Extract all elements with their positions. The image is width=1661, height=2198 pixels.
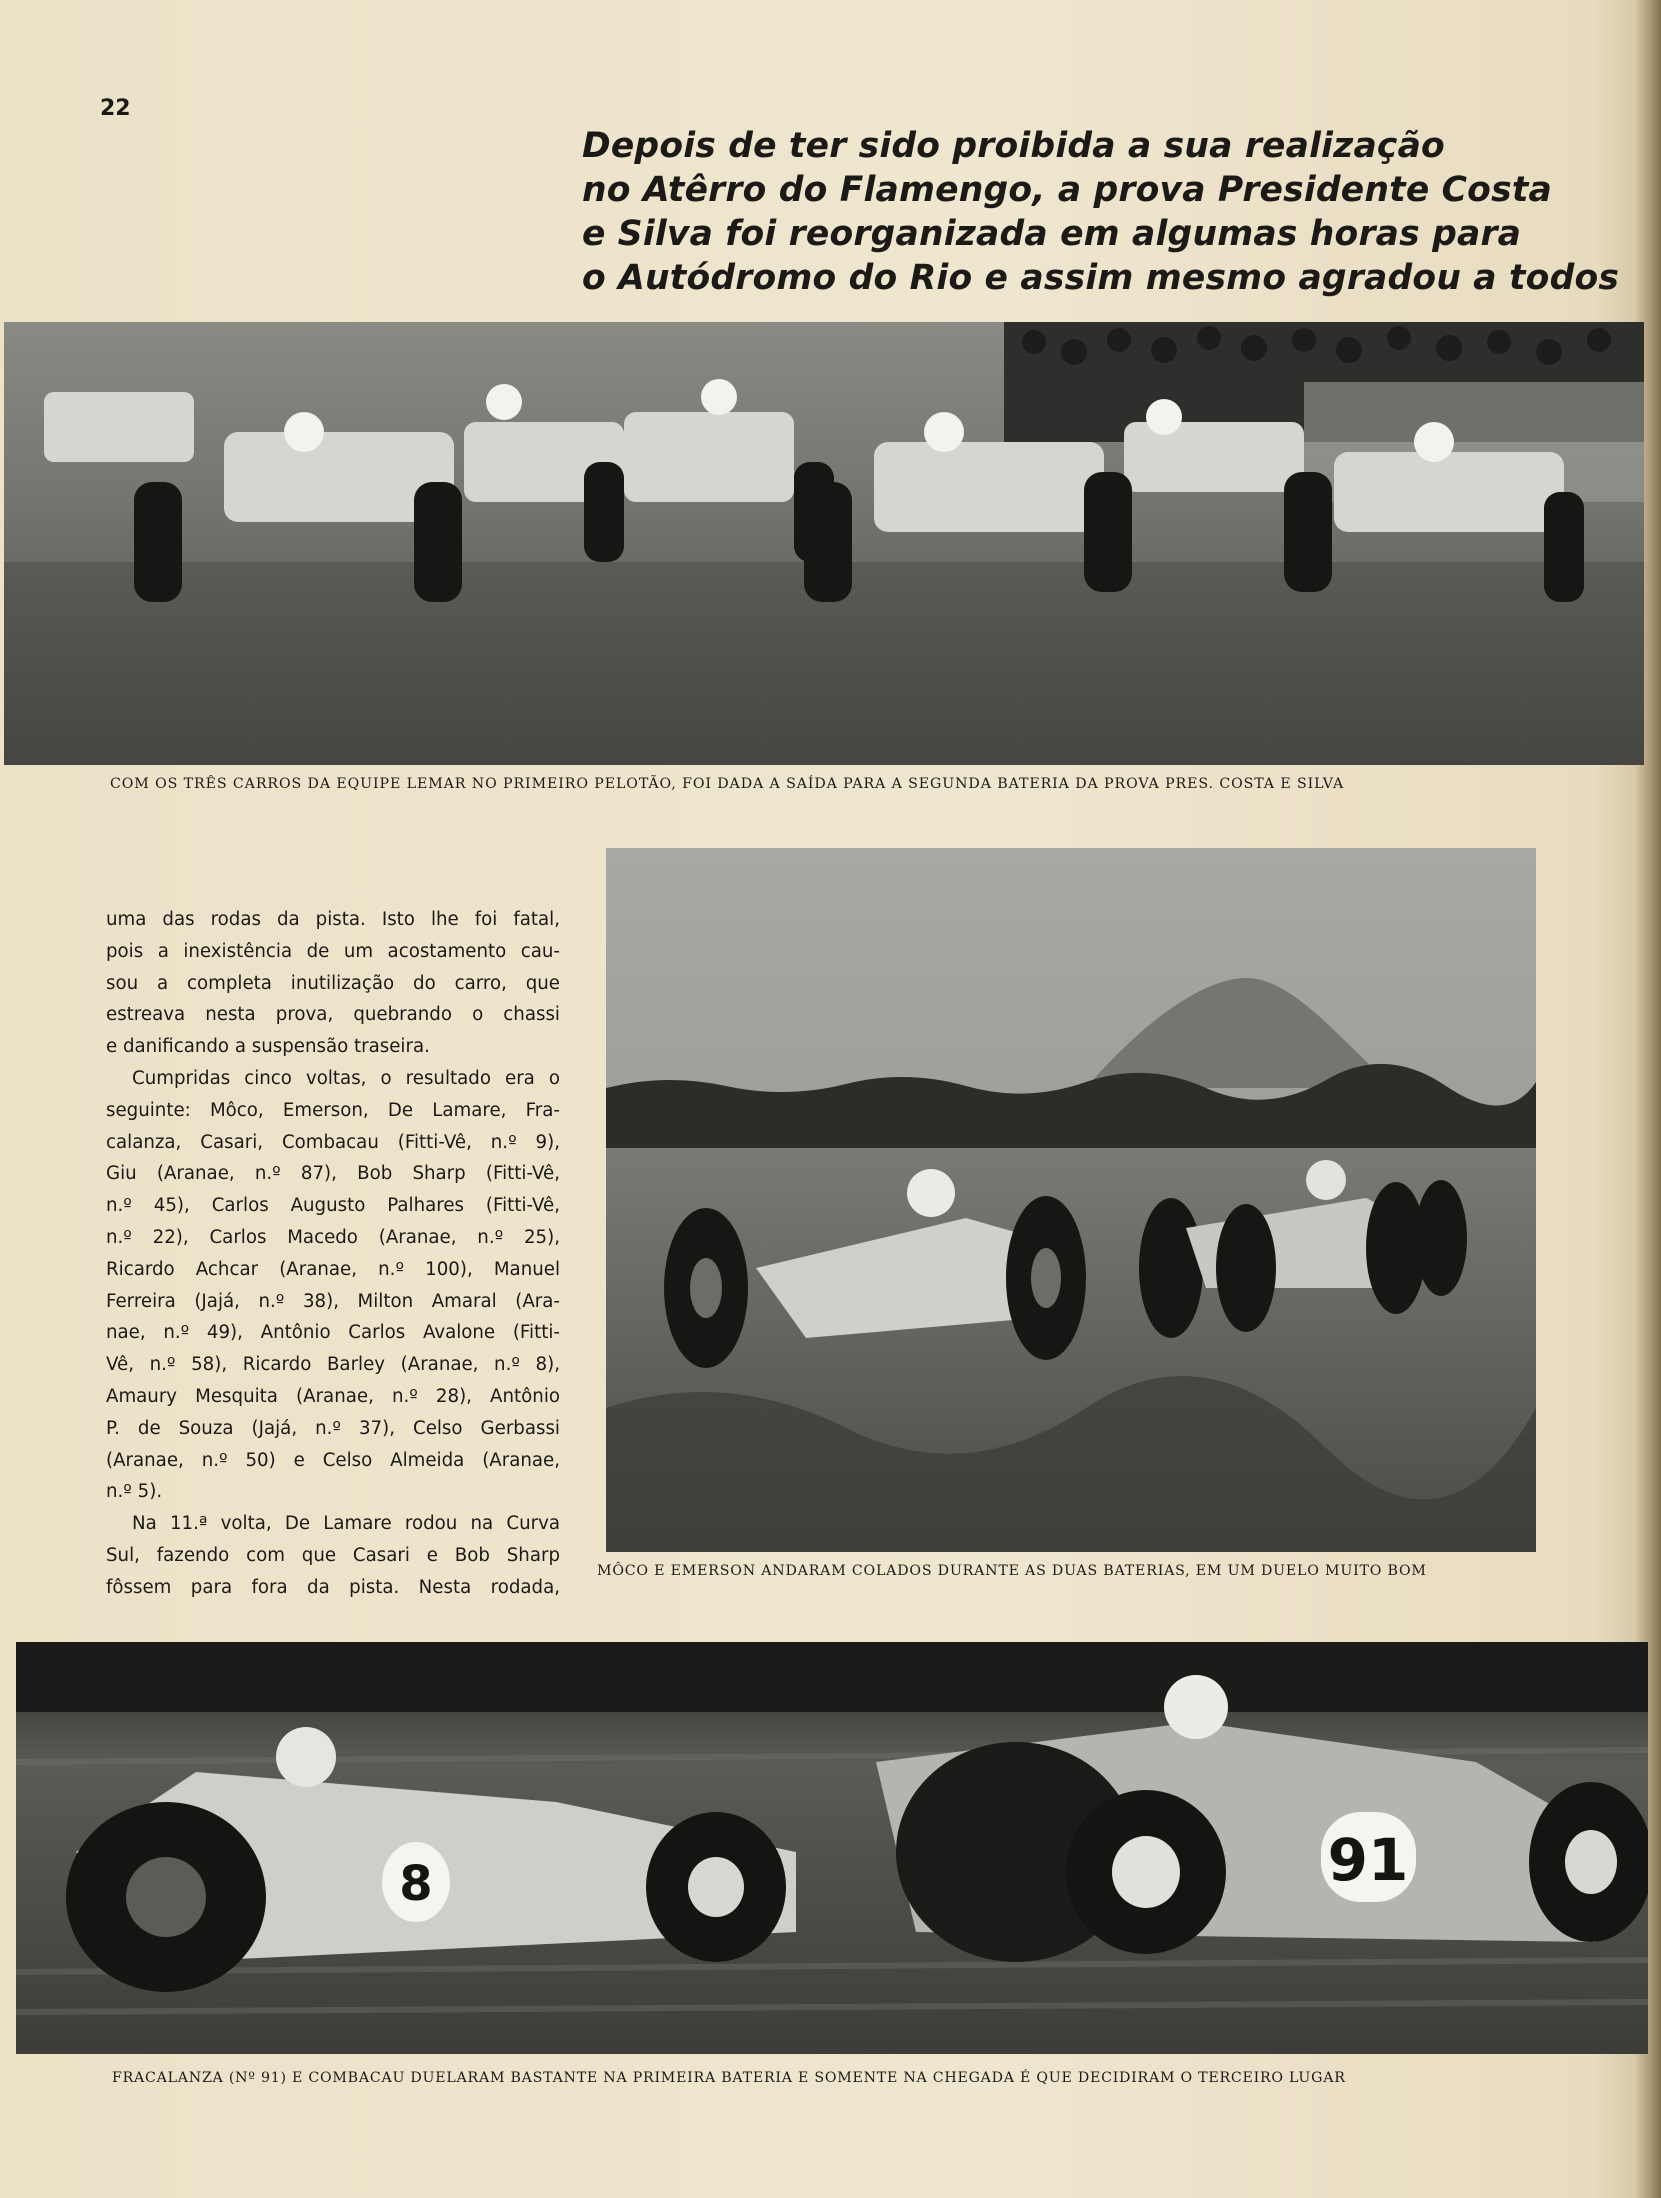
article-line: seguinte: Môco, Emerson, De Lamare, Fra- <box>106 1099 560 1121</box>
article-line: n.º 45), Carlos Augusto Palhares (Fitti-Vê, <box>106 1195 560 1217</box>
page-number: 22 <box>100 96 131 121</box>
photo-caption-bottom: FRACALANZA (Nº 91) E COMBACAU DUELARAM BASTANTE NA PRIMEIRA BATERIA E SOMENTE NA CHEGADA É QUE DECIDIRAM O TERCEIRO LUGAR <box>112 2070 1346 2086</box>
article-line: Ricardo Achcar (Aranae, n.º 100), Manuel <box>106 1258 560 1280</box>
car-number-8-label: 8 <box>399 1856 433 1912</box>
article-line: calanza, Casari, Combacau (Fitti-Vê, n.º 9), <box>106 1131 560 1153</box>
article-line: fôssem para fora da pista. Nesta rodada, <box>106 1576 560 1598</box>
headline <box>582 124 1620 300</box>
article-line: Vê, n.º 58), Ricardo Barley (Aranae, n.º 8), <box>106 1354 560 1376</box>
article-line: Giu (Aranae, n.º 87), Bob Sharp (Fitti-Vê, <box>106 1163 560 1185</box>
moco-emerson-image <box>606 848 1536 1552</box>
article-line: n.º 22), Carlos Macedo (Aranae, n.º 25), <box>106 1226 560 1248</box>
article-line: pois a inexistência de um acostamento cau- <box>106 940 560 962</box>
photo-starting-grid <box>4 322 1644 765</box>
fracalanza-combacau-image <box>16 1642 1648 2054</box>
photo-caption-top: COM OS TRÊS CARROS DA EQUIPE LEMAR NO PRIMEIRO PELOTÃO, FOI DADA A SAÍDA PARA A SEGUNDA BATERIA DA PROVA PRES. COSTA E SILVA <box>110 776 1345 792</box>
article-line: Ferreira (Jajá, n.º 38), Milton Amaral (Ara- <box>106 1290 560 1312</box>
starting-grid-image <box>4 322 1644 765</box>
article-line: (Aranae, n.º 50) e Celso Almeida (Aranae, <box>106 1449 560 1471</box>
article-line: Amaury Mesquita (Aranae, n.º 28), Antônio <box>106 1385 560 1407</box>
headline-line: Depois de ter sido proibida a sua realização <box>582 126 1445 166</box>
article-line: n.º 5). <box>106 1481 163 1503</box>
article-line: Cumpridas cinco voltas, o resultado era o <box>132 1067 560 1089</box>
article-line: e danificando a suspensão traseira. <box>106 1036 430 1058</box>
headline-line: o Autódromo do Rio e assim mesmo agradou a todos <box>582 258 1620 298</box>
headline-line: no Atêrro do Flamengo, a prova Presidente Costa <box>582 170 1552 210</box>
article-line: uma das rodas da pista. Isto lhe foi fatal, <box>106 909 560 930</box>
article-line: P. de Souza (Jajá, n.º 37), Celso Gerbassi <box>106 1417 560 1439</box>
article-line: estreava nesta prova, quebrando o chassi <box>106 1004 560 1026</box>
article-line: Na 11.ª volta, De Lamare rodou na Curva <box>132 1513 560 1535</box>
article-line: Sul, fazendo com que Casari e Bob Sharp <box>106 1544 560 1566</box>
article-line: sou a completa inutilização do carro, que <box>106 972 560 994</box>
photo-caption-middle: MÔCO E EMERSON ANDARAM COLADOS DURANTE AS DUAS BATERIAS, EM UM DUELO MUITO BOM <box>597 1563 1427 1579</box>
photo-fracalanza-combacau <box>16 1642 1648 2054</box>
article-line: nae, n.º 49), Antônio Carlos Avalone (Fitti- <box>106 1322 560 1344</box>
headline-line: e Silva foi reorganizada em algumas horas para <box>582 214 1522 254</box>
car-number-91-label: 91 <box>1327 1826 1409 1894</box>
article-column <box>106 904 560 1604</box>
photo-moco-emerson <box>606 848 1536 1552</box>
